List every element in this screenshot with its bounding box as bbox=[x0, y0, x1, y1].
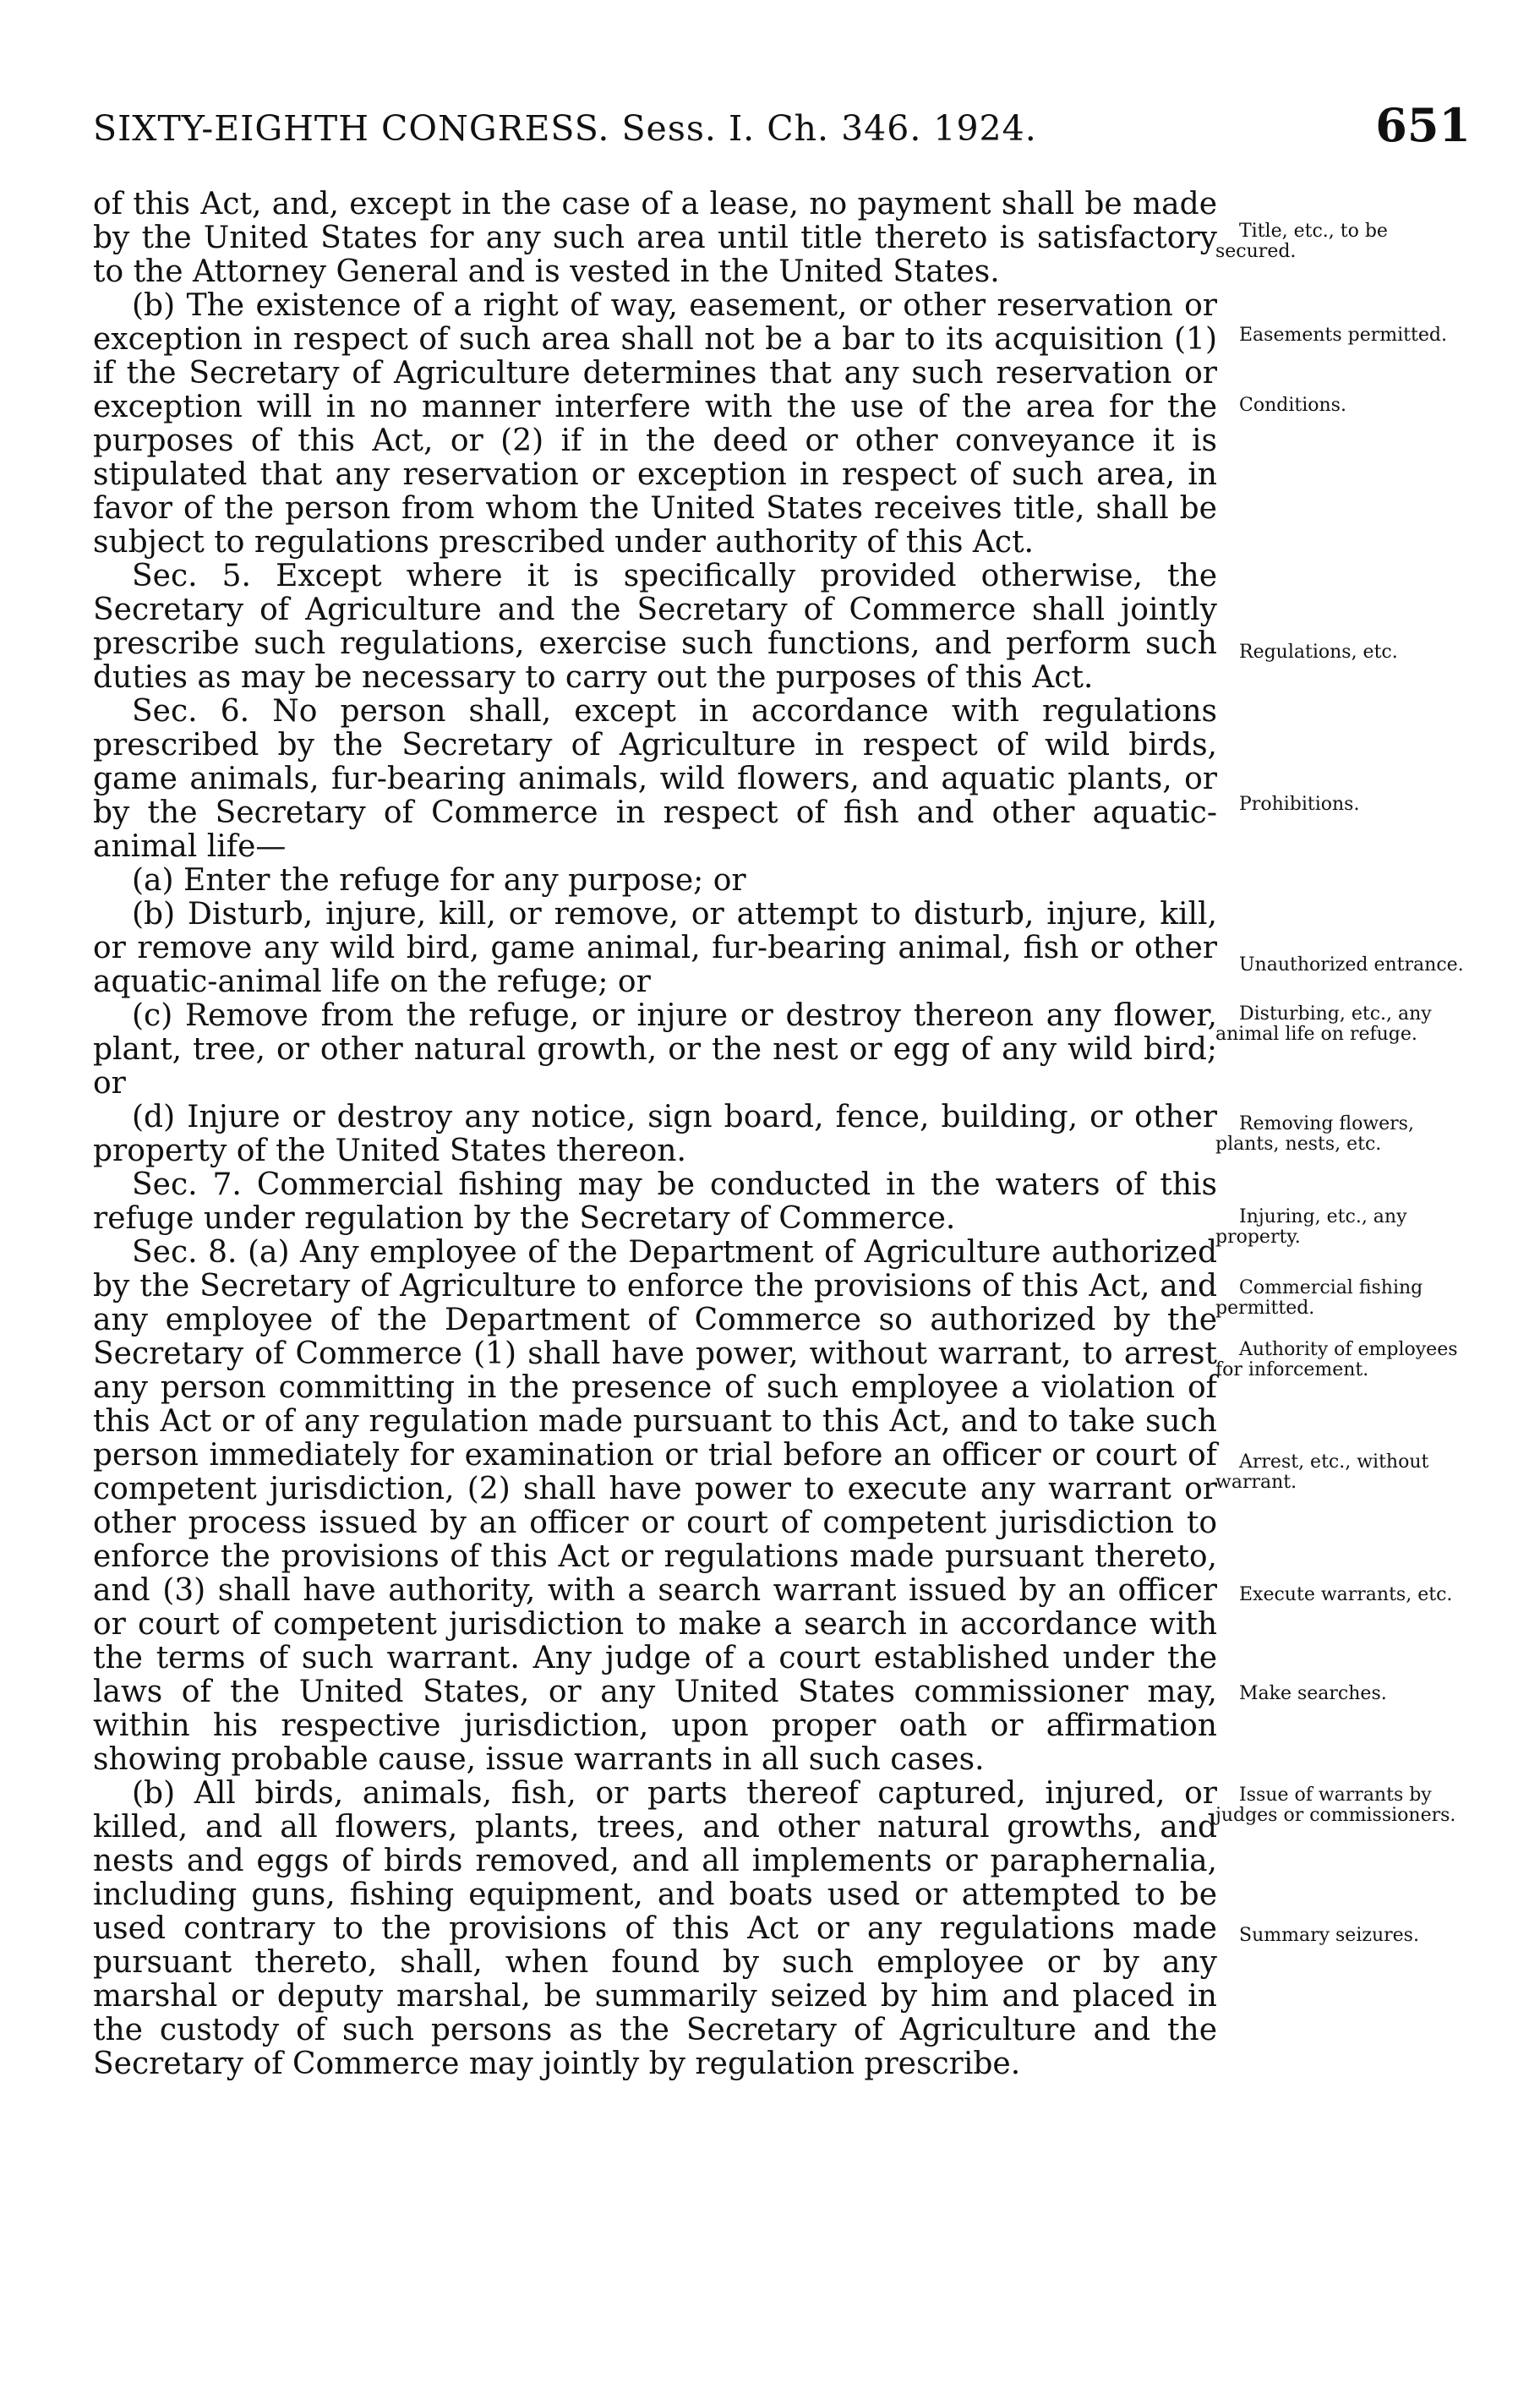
paragraph-easements: (b) The existence of a right of way, easement, or other reservation or exception in respect of such area shall not be a bar to its acquisition (1) if the Secretary of Agriculture determines that any such reservation or exception will in no manner interfere with the use of the area for the purposes of this Act, or (2) if in the deed or other conveyance it is stipulated that any reservation or exception in respect of such area, in favor of the person from whom the United States receives title, shall be subject to regulations prescribed under authority of this Act. bbox=[93, 288, 1217, 560]
paragraph-sec-8-b: (b) All birds, animals, fish, or parts thereof captured, injured, or killed, and all flowers, plants, trees, and other natural growths, and nests and eggs of birds removed, and all implements or paraphernalia, including guns, fishing equipment, and boats used or attempted to be used contrary to the provisions of this Act or any regulations made pursuant thereto, shall, when found by such employee or by any marshal or deputy marshal, be summarily seized by him and placed in the custody of such persons as the Secretary of Agriculture and the Secretary of Commerce may jointly by regulation prescribe. bbox=[93, 1776, 1217, 2081]
paragraph-sec-6-a: (a) Enter the refuge for any purpose; or bbox=[132, 863, 746, 898]
margin-note-execute-warrants: Execute warrants, etc. bbox=[1239, 1584, 1453, 1605]
paragraph-sec-5: Sec. 5. Except where it is specifically provided otherwise, the Secretary of Agriculture and the Secretary of Commerce shall jointly prescribe such regulations, exercise such functions, and perform such duties as may be necessary to carry out the purposes of this Act. bbox=[93, 559, 1217, 695]
margin-note-easements: Easements permitted. bbox=[1239, 325, 1447, 346]
margin-note-removing: Removing flowers, plants, nests, etc. bbox=[1215, 1113, 1414, 1155]
page-number: 651 bbox=[1375, 98, 1471, 152]
margin-note-issue-warrants: Issue of warrants by judges or commissioners. bbox=[1215, 1785, 1456, 1826]
running-title: SIXTY-EIGHTH CONGRESS. Sess. I. Ch. 346. 1924. bbox=[93, 108, 1037, 149]
statute-text bbox=[93, 188, 1217, 2081]
margin-note-authority: Authority of employees for inforcement. bbox=[1215, 1339, 1458, 1380]
margin-note-prohibitions: Prohibitions. bbox=[1239, 794, 1360, 815]
margin-note-arrest: Arrest, etc., without warrant. bbox=[1215, 1451, 1429, 1493]
paragraph-sec-6-b: (b) Disturb, injure, kill, or remove, or attempt to disturb, injure, kill, or remove any wild bird, game animal, fur-bearing animal, fish or other aquatic-animal life on the refuge; or bbox=[93, 897, 1217, 999]
paragraph-sec-6-d: (d) Injure or destroy any notice, sign board, fence, building, or other property of the United States thereon. bbox=[93, 1100, 1217, 1168]
page-header bbox=[93, 95, 1471, 162]
paragraph-title-vesting: of this Act, and, except in the case of a lease, no payment shall be made by the United States for any such area until title thereto is satisfactory to the Attorney General and is vested in the United States. bbox=[93, 187, 1217, 289]
paragraph-sec-7: Sec. 7. Commercial fishing may be conducted in the waters of this refuge under regulation by the Secretary of Commerce. bbox=[93, 1167, 1217, 1236]
margin-note-unauthorized-entrance: Unauthorized entrance. bbox=[1239, 954, 1464, 976]
margin-note-disturbing: Disturbing, etc., any animal life on refuge. bbox=[1215, 1003, 1432, 1045]
paragraph-sec-6: Sec. 6. No person shall, except in accordance with regulations prescribed by the Secretary of Agriculture in respect of wild birds, game animals, fur-bearing animals, wild flowers, and aquatic plants, or by the Secretary of Commerce in respect of fish and other aquatic-animal life— bbox=[93, 694, 1217, 864]
margin-note-regulations: Regulations, etc. bbox=[1239, 642, 1398, 663]
margin-note-conditions: Conditions. bbox=[1239, 395, 1346, 416]
margin-note-summary-seizures: Summary seizures. bbox=[1239, 1925, 1419, 1946]
paragraph-sec-6-c: (c) Remove from the refuge, or injure or destroy thereon any flower, plant, tree, or other natural growth, or the nest or egg of any wild bird; or bbox=[93, 998, 1217, 1101]
paragraph-sec-8-a: Sec. 8. (a) Any employee of the Department of Agriculture authorized by the Secretary of Agriculture to enforce the provisions of this Act, and any employee of the Department of Commerce so authorized by the Secretary of Commerce (1) shall have power, without warrant, to arrest any person committing in the presence of such employee a violation of this Act or of any regulation made pursuant to this Act, and to take such person immediately for examination or trial before an officer or court of competent jurisdiction, (2) shall have power to execute any warrant or other process issued by an officer or court of competent jurisdiction to enforce the provisions of this Act or regulations made pursuant thereto, and (3) shall have authority, with a search warrant issued by an officer or court of competent jurisdiction to make a search in accordance with the terms of such warrant. Any judge of a court established under the laws of the United States, or any United States commissioner may, within his respective jurisdiction, upon proper oath or affirmation showing probable cause, issue warrants in all such cases. bbox=[93, 1235, 1217, 1777]
margin-note-make-searches: Make searches. bbox=[1239, 1683, 1387, 1704]
margin-note-title: Title, etc., to be secured. bbox=[1215, 221, 1388, 262]
margin-note-commercial-fishing: Commercial fishing permitted. bbox=[1215, 1277, 1423, 1319]
margin-note-injuring: Injuring, etc., any property. bbox=[1215, 1206, 1407, 1248]
